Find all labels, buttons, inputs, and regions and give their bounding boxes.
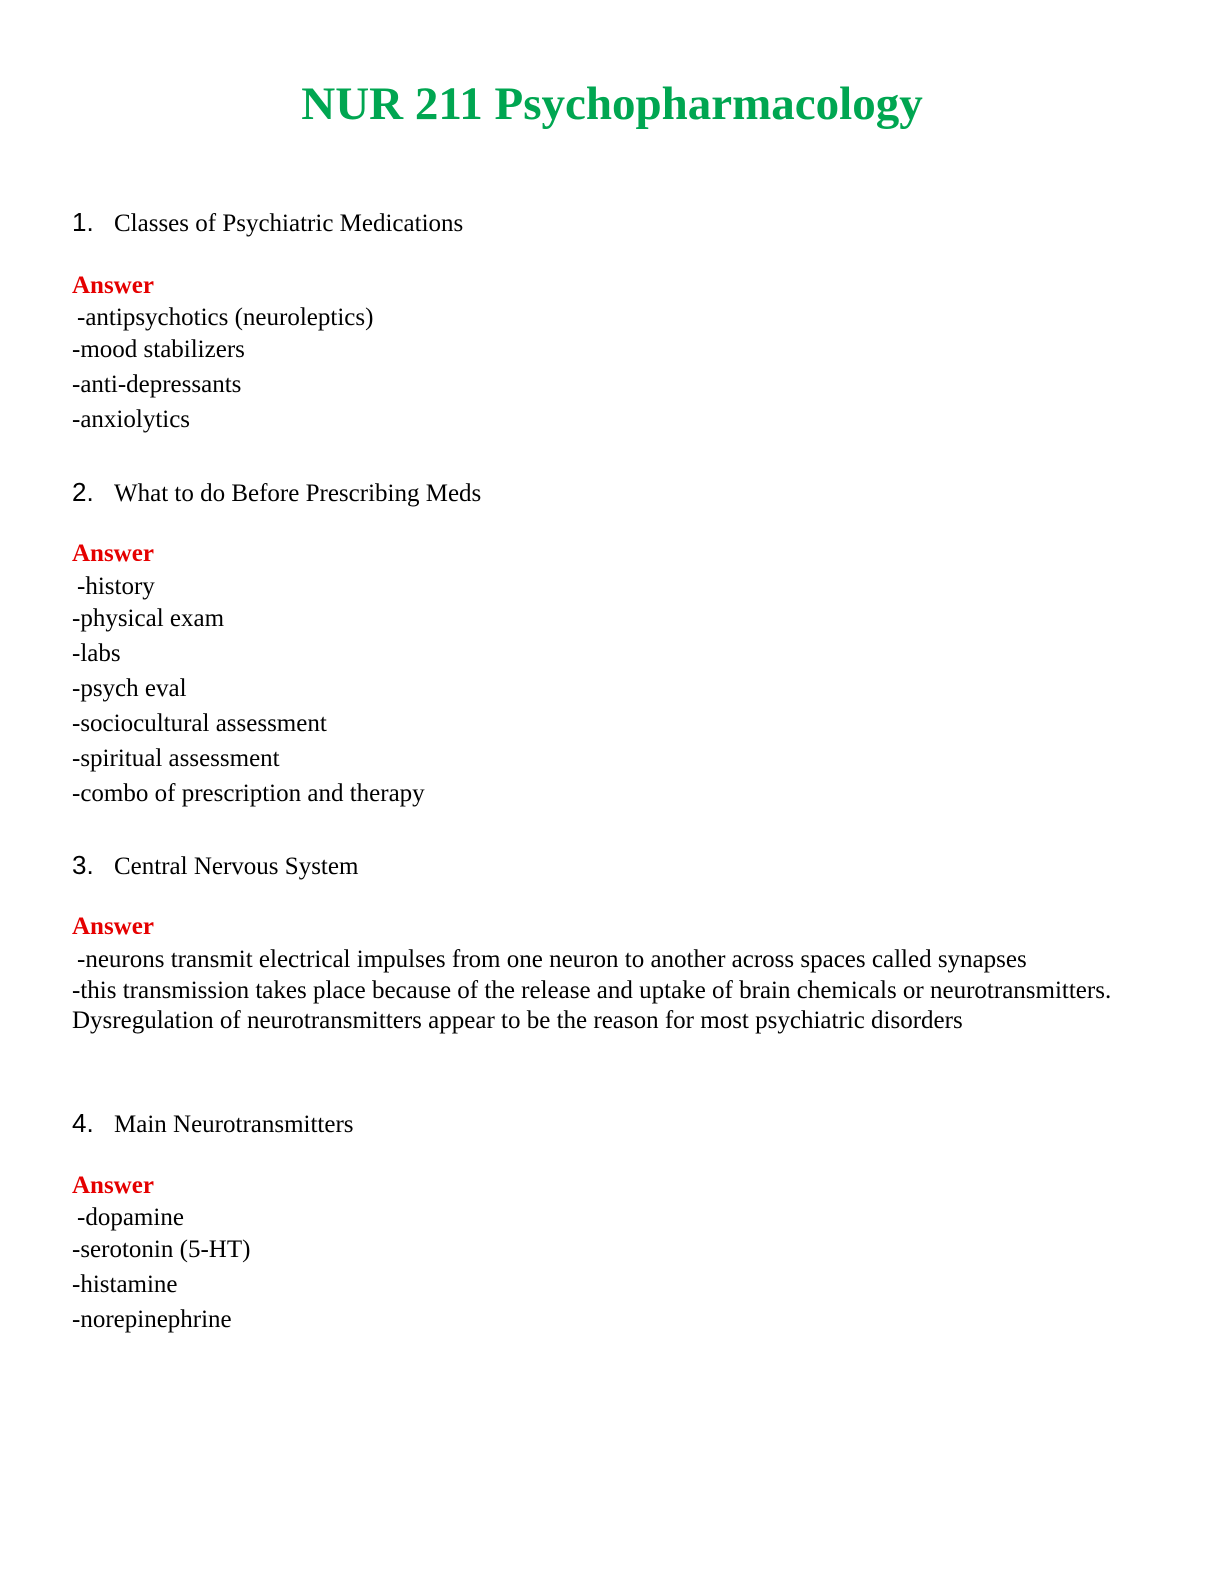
list-item: -anti-depressants	[72, 371, 242, 398]
list-item: -norepinephrine	[72, 1306, 232, 1333]
question-number: 1.	[72, 207, 94, 237]
page-title: NUR 211 Psychopharmacology	[301, 78, 923, 130]
question-text: Central Nervous System	[114, 853, 359, 880]
answer-label: Answer	[72, 540, 154, 567]
question-2	[72, 477, 481, 509]
list-item: -serotonin (5-HT)	[72, 1236, 251, 1263]
list-item: -mood stabilizers	[72, 336, 245, 363]
answer-label: Answer	[72, 913, 154, 940]
list-item: -physical exam	[72, 605, 225, 632]
question-text: What to do Before Prescribing Meds	[114, 480, 482, 507]
question-number: 2.	[72, 477, 94, 507]
list-item: -psych eval	[72, 675, 187, 702]
question-number: 4.	[72, 1108, 94, 1138]
question-text: Classes of Psychiatric Medications	[114, 210, 464, 237]
answer-label: Answer	[72, 1172, 154, 1199]
list-item: -sociocultural assessment	[72, 710, 327, 737]
list-item: -antipsychotics (neuroleptics)	[77, 304, 374, 331]
list-item: -combo of prescription and therapy	[72, 780, 425, 807]
answer-label: Answer	[72, 272, 154, 299]
answer-line: -neurons transmit electrical impulses from one neuron to another across spaces called synapses	[77, 946, 1027, 973]
question-4	[72, 1108, 354, 1140]
list-item: -labs	[72, 640, 121, 667]
answer-list-4	[72, 1203, 250, 1340]
list-item: -spiritual assessment	[72, 745, 280, 772]
list-item: -histamine	[72, 1271, 178, 1298]
answer-paragraph-3	[72, 945, 1147, 1037]
answer-list-1	[72, 303, 373, 440]
answer-list-2	[72, 572, 425, 814]
list-item: -anxiolytics	[72, 406, 191, 433]
answer-line: -this transmission takes place because of the release and uptake of brain chemicals or neurotransmitters. Dysregulation of neurotransmitters appear to be the reason for most psychiatric disorders	[72, 976, 1112, 1034]
list-item: -dopamine	[77, 1204, 184, 1231]
list-item: -history	[77, 573, 155, 600]
question-number: 3.	[72, 850, 94, 880]
question-text: Main Neurotransmitters	[114, 1111, 354, 1138]
question-3	[72, 850, 358, 882]
question-1	[72, 207, 463, 239]
